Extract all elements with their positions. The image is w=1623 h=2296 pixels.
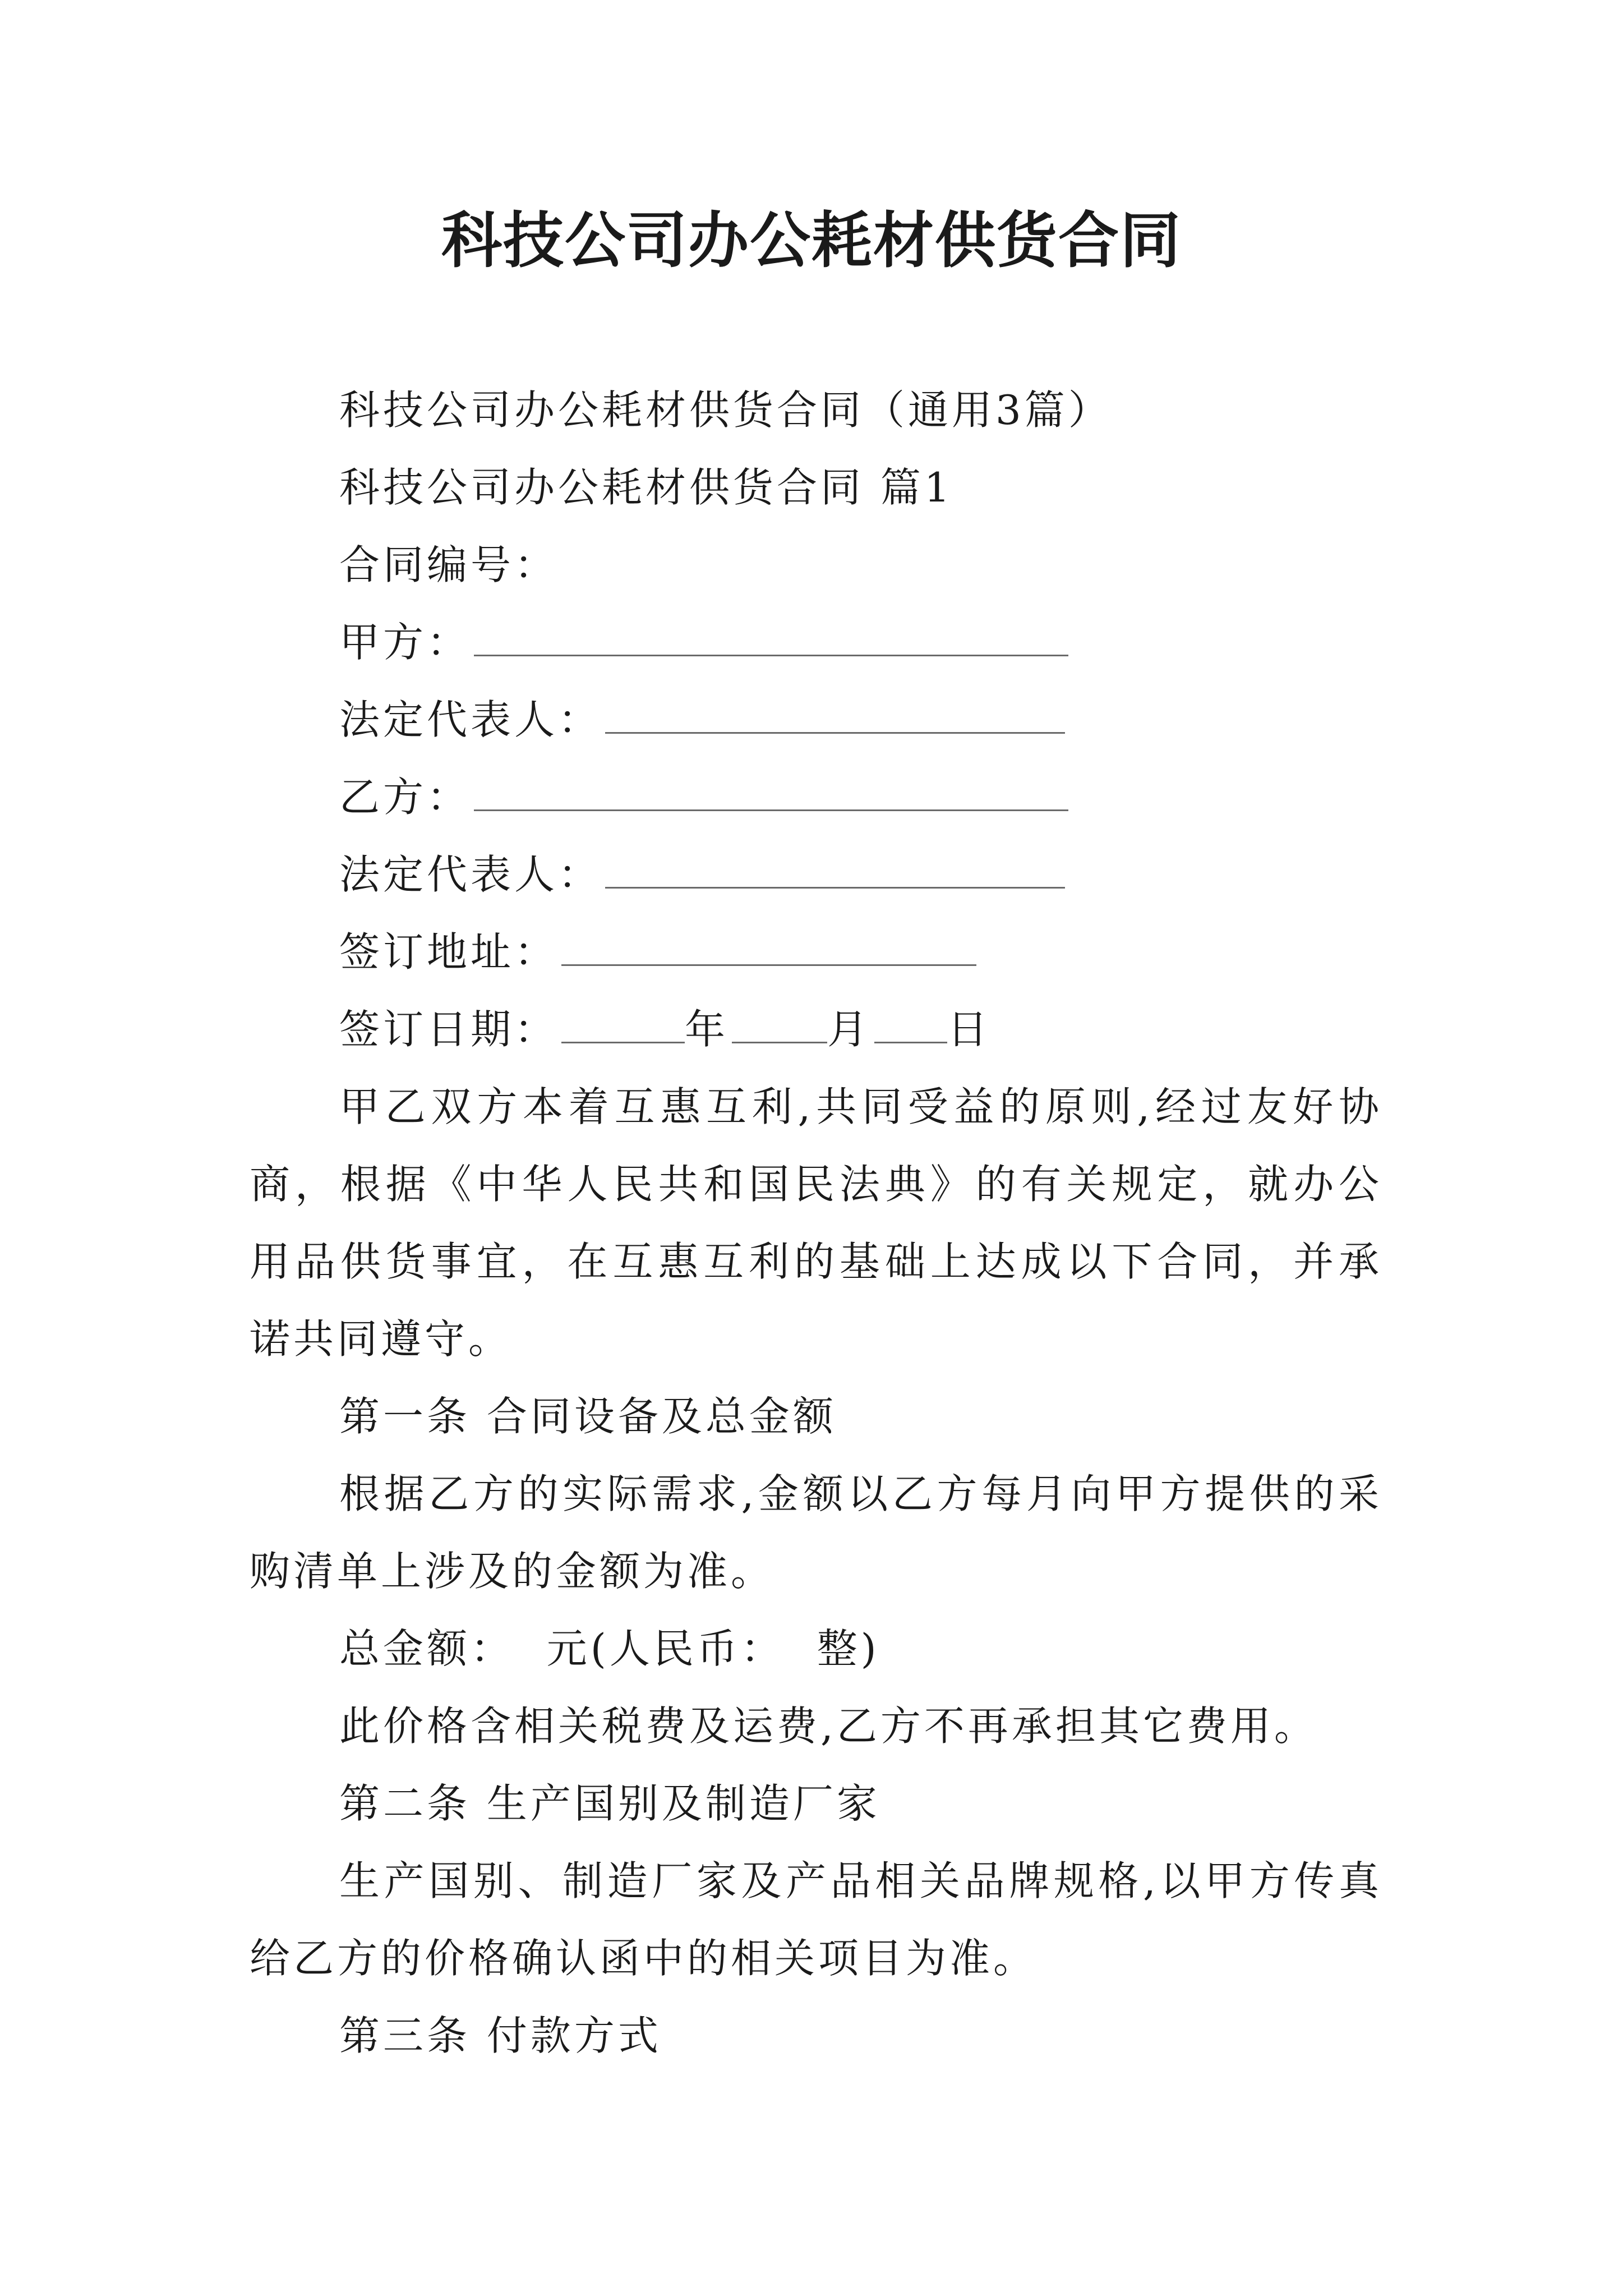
subtitle: 科技公司办公耗材供货合同（通用3篇） xyxy=(339,386,1112,434)
day-label: 日 xyxy=(947,1006,992,1053)
party-b-label: 乙方： xyxy=(339,774,471,821)
party-a-rep-line xyxy=(250,681,1382,758)
total-amount-line: 总金额： 元(人民币： 整) xyxy=(339,1625,880,1672)
sign-date-label: 签订日期： xyxy=(339,1006,559,1053)
month-label: 月 xyxy=(827,1006,872,1053)
party-a-label: 甲方： xyxy=(339,619,471,666)
year-blank[interactable] xyxy=(561,997,685,1043)
sign-date-line xyxy=(250,991,1382,1068)
party-b-rep-line xyxy=(250,836,1382,913)
month-blank[interactable] xyxy=(732,997,827,1043)
article-3-heading: 第三条 付款方式 xyxy=(339,2012,662,2059)
party-b-rep-blank[interactable] xyxy=(605,842,1065,889)
party-a-rep-blank[interactable] xyxy=(605,687,1065,734)
year-label: 年 xyxy=(685,1006,729,1053)
contract-number-label: 合同编号： xyxy=(339,541,559,588)
document-body xyxy=(250,371,1382,2074)
party-b-blank[interactable] xyxy=(474,765,1068,811)
party-a-blank[interactable] xyxy=(474,610,1068,656)
party-b-rep-label: 法定代表人： xyxy=(339,851,602,898)
price-note: 此价格含相关税费及运费,乙方不再承担其它费用。 xyxy=(339,1703,1318,1750)
article-2-paragraph: 生产国别、制造厂家及产品相关品牌规格,以甲方传真给乙方的价格确认函中的相关项目为准。 xyxy=(250,1857,1382,1982)
contract-number-line xyxy=(250,526,1382,604)
article-2-heading: 第二条 生产国别及制造厂家 xyxy=(339,1780,880,1827)
party-b-line xyxy=(250,758,1382,836)
sign-place-blank[interactable] xyxy=(561,919,976,966)
sign-place-line xyxy=(250,913,1382,991)
article-1-heading: 第一条 合同设备及总金额 xyxy=(339,1393,837,1440)
part-heading: 科技公司办公耗材供货合同 篇1 xyxy=(339,464,953,511)
party-a-line xyxy=(250,604,1382,681)
article-1-paragraph: 根据乙方的实际需求,金额以乙方每月向甲方提供的采购清单上涉及的金额为准。 xyxy=(250,1470,1382,1595)
sign-place-label: 签订地址： xyxy=(339,928,559,976)
intro-paragraph: 甲乙双方本着互惠互利,共同受益的原则,经过友好协商，根据《中华人民共和国民法典》的有关规定，就办公用品供货事宜，在互惠互利的基础上达成以下合同，并承诺共同遵守。 xyxy=(250,1083,1382,1363)
party-a-rep-label: 法定代表人： xyxy=(339,696,602,743)
day-blank[interactable] xyxy=(874,997,947,1043)
document-title: 科技公司办公耗材供货合同 xyxy=(441,206,1182,276)
